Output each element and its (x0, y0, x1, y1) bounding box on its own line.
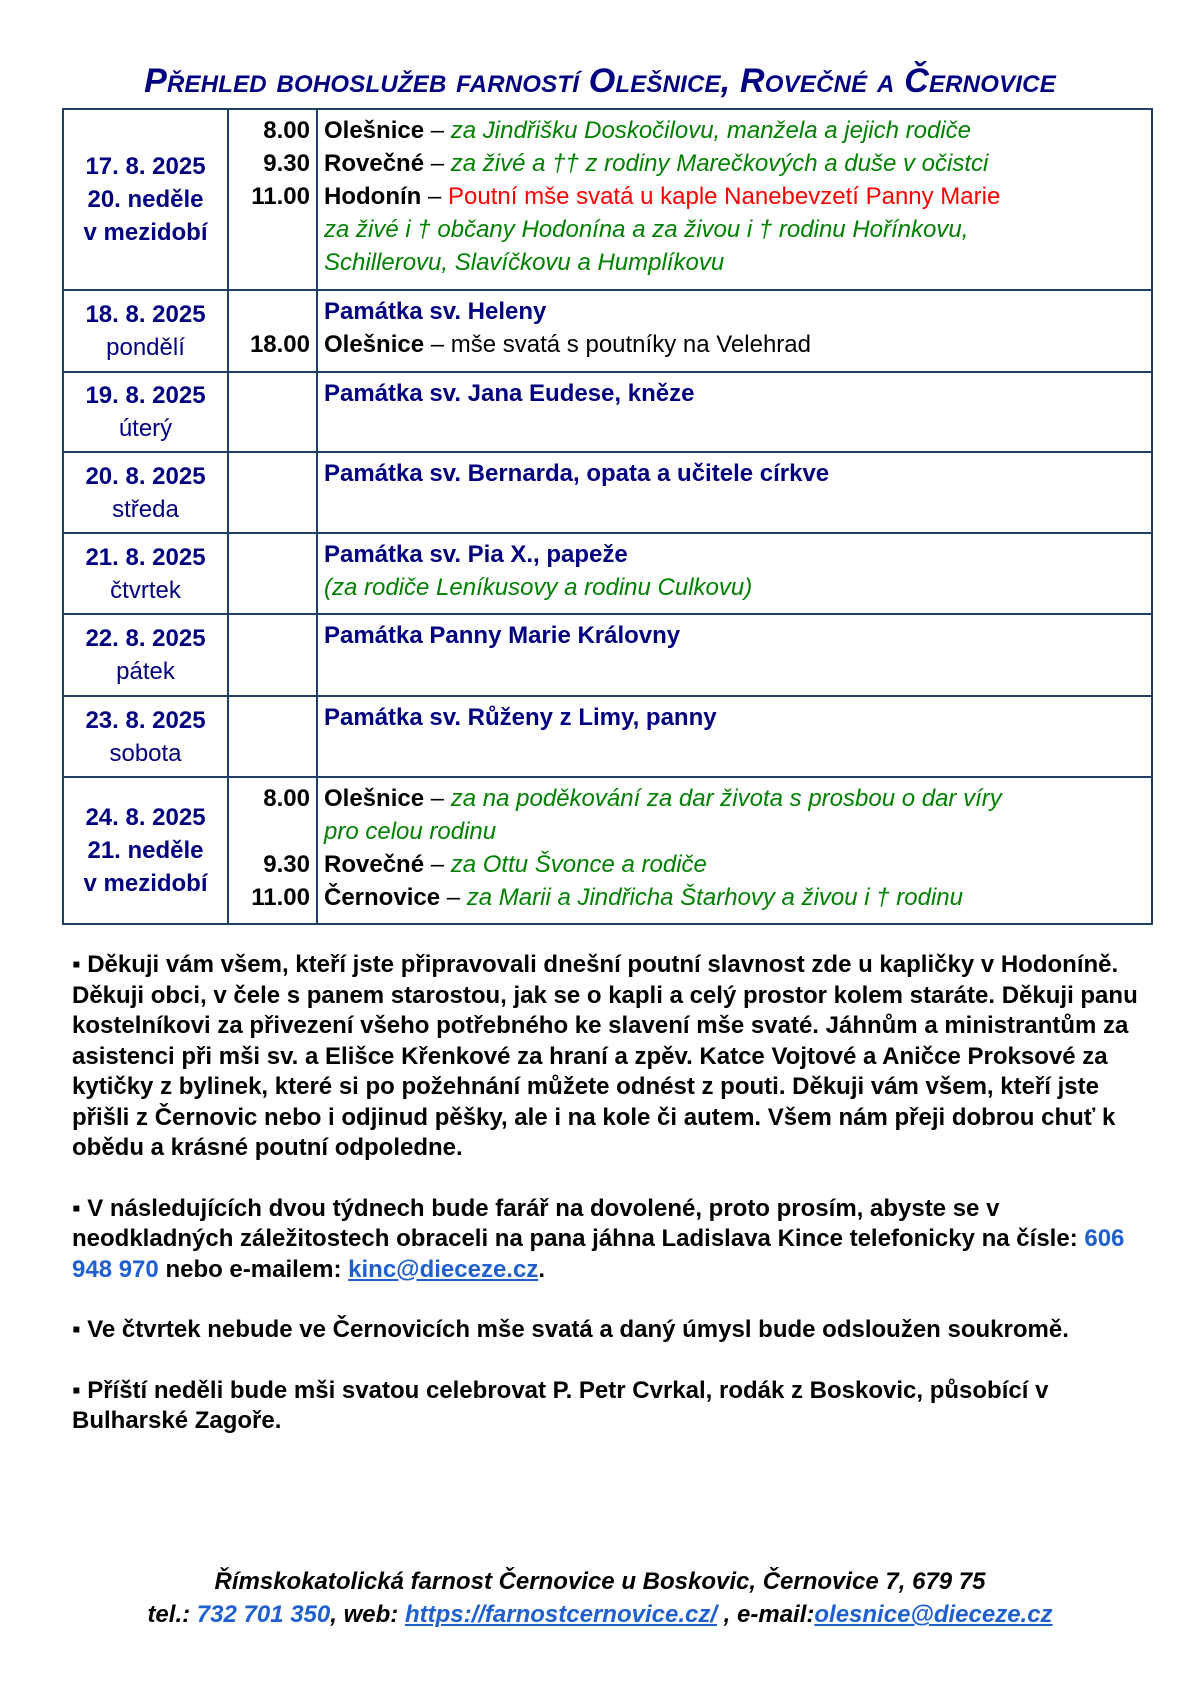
time-cell (228, 614, 317, 696)
intention: za Marii a Jindřicha Štarhovy a živou i † rodinu (466, 884, 963, 911)
time-cell (228, 452, 317, 533)
day-label: úterý (118, 415, 173, 442)
bullet-icon: ▪ (72, 1194, 81, 1222)
page-title: Přehled bohoslužeb farností Olešnice, Rovečné a Černovice (144, 62, 1056, 100)
day-label: 20. neděle (87, 186, 204, 213)
mass-time: 11.00 (251, 183, 310, 210)
place: Olešnice (324, 331, 425, 358)
intention: za živé i † občany Hodonína a za živou i † rodinu Hořínkovu, (324, 216, 969, 243)
date-cell (63, 290, 228, 372)
date-cell (63, 372, 228, 452)
desc-cell (317, 614, 1152, 696)
intention: za živé a †† z rodiny Marečkových a duše v očistci (450, 150, 989, 177)
feast-title: Památka sv. Bernarda, opata a učitele církve (324, 460, 830, 487)
dash: – (430, 785, 445, 812)
web-label: , web: (330, 1601, 399, 1628)
desc-cell (317, 533, 1152, 614)
email-link[interactable]: kinc@dieceze.cz (348, 1255, 539, 1283)
dash: – (430, 117, 445, 144)
date: 19. 8. 2025 (85, 382, 206, 409)
mass-time: 11.00 (251, 884, 310, 911)
time-cell (228, 372, 317, 452)
pilgrimage-note: Poutní mše svatá u kaple Nanebevzetí Panny Marie (448, 183, 1001, 210)
place: Rovečné (324, 150, 425, 177)
day-label: pondělí (106, 334, 185, 361)
announcements (72, 950, 1162, 1467)
schedule-table (62, 108, 1153, 925)
date: 22. 8. 2025 (85, 625, 206, 652)
intention: mše svatá s poutníky na Velehrad (450, 331, 811, 358)
mass-time: 8.00 (263, 117, 310, 144)
time-cell (228, 696, 317, 777)
intention: Schillerovu, Slavíčkovu a Humplíkovu (324, 249, 725, 276)
dash: – (427, 183, 442, 210)
desc-cell (317, 696, 1152, 777)
day-label: v mezidobí (83, 219, 208, 246)
announcement-text: V následujících dvou týdnech bude farář na dovolené, proto prosím, abyste se v neodkladných záležitostech obraceli na pana jáhna Ladislava Kince telefonicky na čísle: (72, 1194, 1078, 1252)
announcement (72, 1315, 1162, 1346)
desc-cell (317, 372, 1152, 452)
desc-cell (317, 777, 1152, 924)
place: Černovice (324, 884, 441, 911)
dash: – (430, 150, 445, 177)
website-link[interactable]: https://farnostcernovice.cz/ (404, 1601, 718, 1628)
bullet-icon: ▪ (72, 1316, 81, 1343)
table-row (63, 696, 1152, 777)
announcement-text: Ve čtvrtek nebude ve Černovicích mše svatá a daný úmysl bude odsloužen soukromě. (87, 1316, 1069, 1343)
place: Olešnice (324, 785, 425, 812)
table-row (63, 372, 1152, 452)
desc-cell (317, 290, 1152, 372)
dash: – (430, 851, 445, 878)
intention: za Ottu Švonce a rodiče (450, 851, 707, 878)
date: 17. 8. 2025 (85, 153, 206, 180)
punctuation: . (538, 1255, 545, 1283)
mass-time: 18.00 (249, 331, 310, 358)
time-cell (228, 533, 317, 614)
mass-time: 9.30 (263, 150, 310, 177)
day-label: středa (112, 495, 179, 523)
intention: za na poděkování za dar života s prosbou o dar víry (450, 785, 1002, 812)
phone-number: 732 701 350 (196, 1601, 331, 1628)
dash: – (430, 331, 445, 358)
day-label: čtvrtek (110, 576, 181, 604)
feast-title: Památka Panny Marie Královny (324, 622, 681, 649)
dash: – (446, 884, 461, 911)
intention: pro celou rodinu (324, 818, 497, 845)
feast-title: Památka sv. Pia X., papeže (324, 541, 628, 568)
footer (0, 1565, 1200, 1631)
table-row (63, 290, 1152, 372)
date-cell (63, 109, 228, 290)
date-cell (63, 533, 228, 614)
place: Olešnice (324, 117, 425, 144)
date: 24. 8. 2025 (85, 804, 206, 831)
parish-address: Římskokatolická farnost Černovice u Boskovic, Černovice 7, 679 75 (214, 1568, 986, 1595)
announcement (72, 1376, 1162, 1437)
day-label: 21. neděle (87, 837, 204, 864)
table-row (63, 533, 1152, 614)
day-label: v mezidobí (83, 870, 208, 897)
mass-time: 8.00 (263, 785, 310, 812)
date-cell (63, 696, 228, 777)
table-row (63, 777, 1152, 924)
date: 21. 8. 2025 (85, 543, 206, 571)
intention: za Jindřišku Doskočilovu, manžela a jejich rodiče (450, 117, 971, 144)
announcement-text: Děkuji vám všem, kteří jste připravovali dnešní poutní slavnost zde u kapličky v Hodoníně. Děkuji obci, v čele s panem starostou, jak se o kapli a celý prostor kolem staráte. Děkuji panu kostelníkovi za přivezení všeho potřebného ke slavení mše svaté. Jáhnům a ministrantům za asistenci při mši sv. a Elišce Křenkové za hraní a zpěv. Katce Vojtové a Aničce Proksové za kytičky z bylinek, které si po požehnání můžete odnést z pouti. Děkuji vám všem, kteří jste přišli z Černovic nebo i odjinud pěšky, ale i na kole či autem. Všem nám přeji dobrou chuť k obědu a krásné poutní odpoledne. (72, 951, 1138, 1161)
table-row (63, 452, 1152, 533)
feast-title: Památka sv. Heleny (324, 298, 547, 325)
announcement (72, 950, 1162, 1164)
time-cell (228, 109, 317, 290)
time-cell (228, 290, 317, 372)
bullet-icon: ▪ (72, 951, 81, 978)
table-row (63, 109, 1152, 290)
feast-title: Památka sv. Růženy z Limy, panny (324, 704, 717, 731)
email-label: , e-mail: (717, 1601, 815, 1628)
announcement (72, 1194, 1162, 1286)
tel-label: tel.: (147, 1601, 191, 1628)
date: 20. 8. 2025 (85, 462, 206, 490)
day-label: sobota (109, 739, 182, 767)
place: Hodonín (324, 183, 422, 210)
date: 23. 8. 2025 (85, 706, 206, 734)
phone-number: 606 948 970 (72, 1225, 1125, 1283)
day-label: pátek (116, 658, 175, 685)
desc-cell (317, 452, 1152, 533)
date-cell (63, 614, 228, 696)
intention: (za rodiče Leníkusovy a rodinu Culkovu) (324, 574, 753, 601)
place: Rovečné (324, 851, 425, 878)
announcement-text: nebo e-mailem: (165, 1255, 342, 1283)
email-link[interactable]: olesnice@dieceze.cz (814, 1601, 1053, 1628)
date-cell (63, 452, 228, 533)
bullet-icon: ▪ (72, 1376, 81, 1404)
feast-title: Památka sv. Jana Eudese, kněze (324, 380, 695, 407)
announcement-text: Příští neděli bude mši svatou celebrovat P. Petr Cvrkal, rodák z Boskovic, působící v Bulharské Zagoře. (72, 1376, 1049, 1434)
date: 18. 8. 2025 (85, 301, 206, 328)
table-row (63, 614, 1152, 696)
date-cell (63, 777, 228, 924)
time-cell (228, 777, 317, 924)
desc-cell (317, 109, 1152, 290)
mass-time: 9.30 (263, 851, 310, 878)
